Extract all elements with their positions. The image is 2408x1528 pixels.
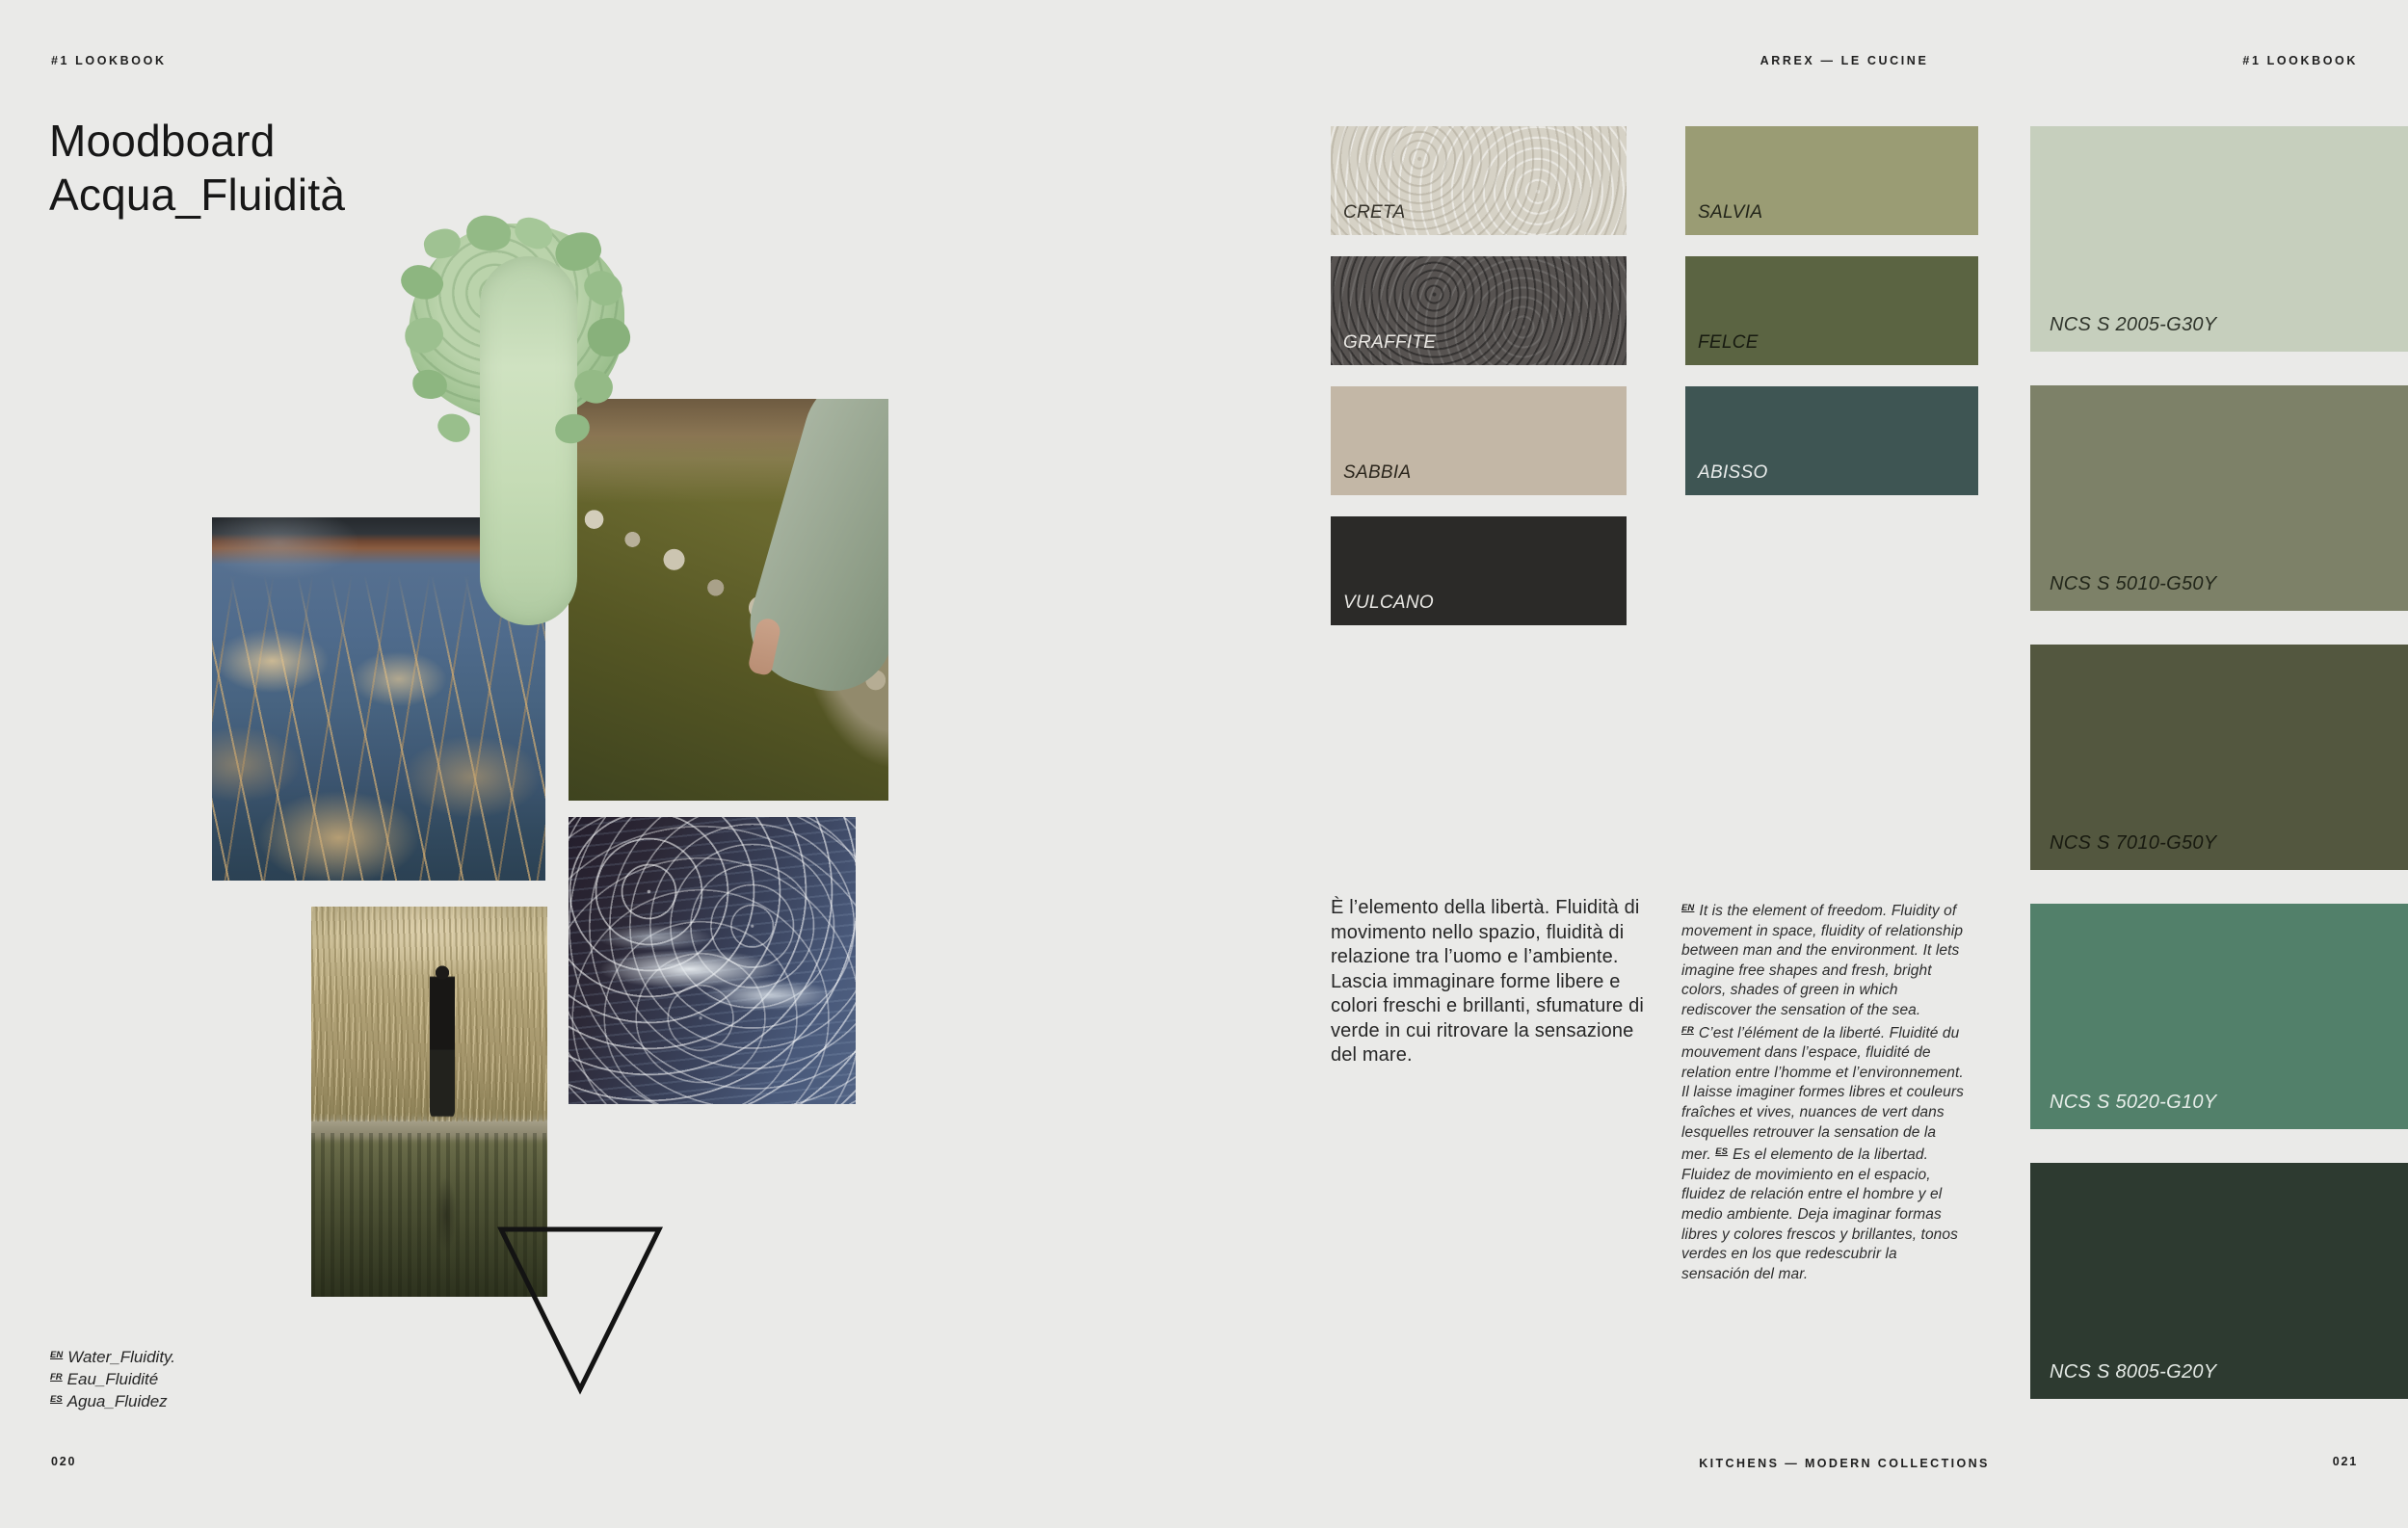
ncs-code-label: NCS S 8005-G20Y: [2050, 1361, 2217, 1383]
language-label: Agua_Fluidez: [66, 1392, 168, 1410]
translation-text-en: It is the element of freedom. Fluidity of movement in space, fluidity of relationship between man and the environment. It lets imagine free shapes and fresh, bright colors, shades of green in which rediscover the sensation of the sea.: [1681, 903, 1964, 1018]
swatch-label: SABBIA: [1343, 462, 1412, 483]
description-translations: [1681, 899, 1965, 1284]
swatch-felce: [1685, 256, 1978, 365]
ncs-code-label: NCS S 2005-G30Y: [2050, 314, 2217, 335]
swatch-label: CRETA: [1343, 202, 1406, 223]
translation-code-es: ES: [1715, 1146, 1729, 1158]
language-code: EN: [50, 1350, 64, 1360]
description-italian: È l’elemento della libertà. Fluidità di movimento nello spazio, fluidità di relazione tra l’uomo e l’ambiente. Lascia immaginare forme libere e colori freschi e brillanti, sfumature di verde in cui ritrovare la sensazione del mare.: [1331, 897, 1645, 1066]
swatch-ncs-8005-g20y: [2030, 1163, 2408, 1399]
language-code: ES: [50, 1394, 63, 1405]
page-number-right: 021: [2332, 1455, 2358, 1468]
page-number-left: 020: [51, 1455, 77, 1468]
header-right-tag: #1 LOOKBOOK: [2242, 54, 2358, 67]
translation-text-fr: C’est l’élément de la liberté. Fluidité du mouvement dans l’espace, fluidité de relation entre l’homme et l’environnement. Il laisse imaginer formes libres et couleurs fraîches et vives, nuances de vert dans lesquelles retrouver la sensation de la mer.: [1681, 1024, 1964, 1164]
ncs-code-label: NCS S 5010-G50Y: [2050, 573, 2217, 594]
language-label: Eau_Fluidité: [66, 1370, 159, 1388]
swatch-label: SALVIA: [1698, 202, 1763, 223]
outline-triangle-water-symbol: [495, 1222, 665, 1397]
ncs-code-label: NCS S 5020-G10Y: [2050, 1092, 2217, 1113]
language-item: [50, 1367, 175, 1389]
footer-center: KITCHENS — MODERN COLLECTIONS: [1699, 1457, 1990, 1470]
swatch-label: FELCE: [1698, 332, 1759, 353]
header-center-tag: ARREX — LE CUCINE: [1760, 54, 1929, 67]
page-title: [49, 114, 345, 222]
language-list: [50, 1345, 175, 1411]
swatch-salvia: [1685, 126, 1978, 235]
page-title-line1: Moodboard: [49, 116, 276, 166]
translation-code-en: EN: [1681, 903, 1695, 913]
ncs-code-label: NCS S 7010-G50Y: [2050, 832, 2217, 854]
swatch-ncs-2005-g30y: [2030, 126, 2408, 352]
swatch-label: ABISSO: [1698, 462, 1768, 483]
translation-text-es: Es el elemento de la libertad. Fluidez de movimiento en el espacio, fluidez de relación entre el hombre y el medio ambiente. Deja imaginar formas libres y colores frescos y brillantes, tonos verdes en los que redescubrir la sensación del mar.: [1681, 1146, 1958, 1282]
language-code: FR: [50, 1372, 63, 1383]
swatch-vulcano: [1331, 516, 1627, 625]
language-item: [50, 1345, 175, 1367]
swatch-ncs-5020-g10y: [2030, 904, 2408, 1129]
green-pigment-smear: [409, 224, 624, 638]
language-label: Water_Fluidity.: [67, 1348, 175, 1366]
swatch-abisso: [1685, 386, 1978, 495]
header-left-tag: #1 LOOKBOOK: [51, 54, 167, 67]
swatch-ncs-5010-g50y: [2030, 385, 2408, 611]
pigment-chunk: [434, 409, 474, 447]
translation-code-fr: FR: [1681, 1024, 1694, 1036]
swatch-ncs-7010-g50y: [2030, 645, 2408, 870]
swatch-sabbia: [1331, 386, 1627, 495]
swatch-graffite: [1331, 256, 1627, 365]
person-silhouette: [430, 962, 455, 1120]
swatch-label: VULCANO: [1343, 593, 1434, 613]
swatch-label: GRAFFITE: [1343, 332, 1437, 353]
page-title-line2: Acqua_Fluidità: [49, 170, 346, 220]
swatch-creta: [1331, 126, 1627, 235]
language-item: [50, 1389, 175, 1411]
water-splash-photo: [569, 817, 856, 1104]
